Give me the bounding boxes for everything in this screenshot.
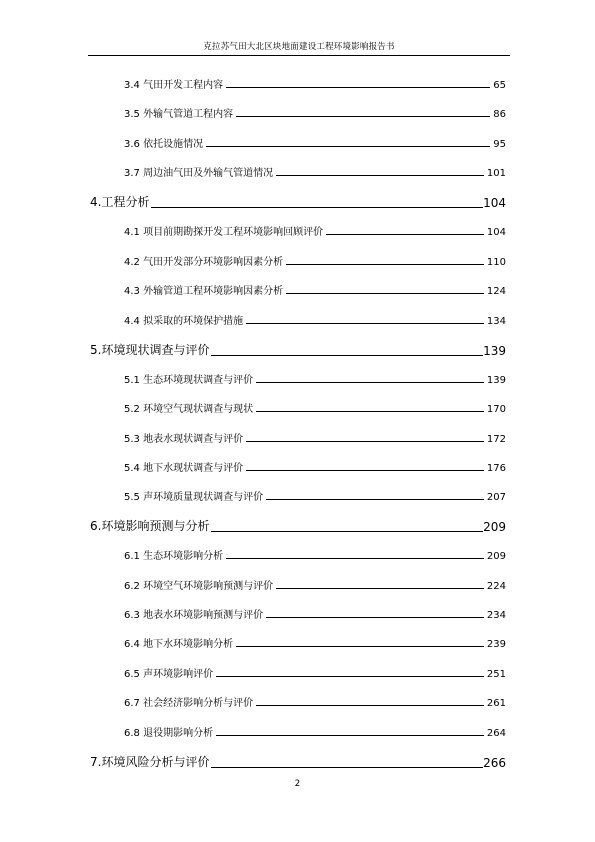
toc-entry[interactable] bbox=[124, 547, 506, 562]
toc-entry-page: 224 bbox=[486, 581, 506, 592]
toc-leader bbox=[246, 323, 484, 324]
toc-entry[interactable] bbox=[124, 488, 506, 503]
toc-entry-label: 4.3 外输管道工程环境影响因素分析 bbox=[124, 286, 284, 297]
toc-entry-page: 239 bbox=[486, 639, 506, 650]
toc-entry[interactable] bbox=[124, 635, 506, 650]
toc-entry[interactable] bbox=[124, 105, 506, 120]
toc-leader bbox=[326, 234, 484, 235]
toc-entry[interactable] bbox=[124, 724, 506, 739]
toc-entry-page: 209 bbox=[486, 551, 506, 562]
toc-entry[interactable] bbox=[124, 459, 506, 474]
toc-entry-page: 139 bbox=[486, 375, 506, 386]
toc-leader bbox=[211, 355, 483, 356]
toc-chapter-page: 104 bbox=[483, 196, 506, 210]
toc-leader bbox=[246, 441, 484, 442]
toc-leader bbox=[246, 470, 484, 471]
toc-leader bbox=[286, 293, 484, 294]
toc-leader bbox=[276, 175, 484, 176]
toc-entry-page: 95 bbox=[493, 139, 506, 150]
toc-entry-label: 6.3 地表水环境影响预测与评价 bbox=[124, 610, 264, 621]
toc-entry-label: 6.2 环境空气环境影响预测与评价 bbox=[124, 581, 274, 592]
toc-entry[interactable] bbox=[124, 371, 506, 386]
toc-entry-label: 5.3 地表水现状调查与评价 bbox=[124, 434, 244, 445]
page-number: 2 bbox=[294, 779, 301, 789]
toc-entry[interactable] bbox=[124, 312, 506, 327]
toc-chapter[interactable] bbox=[90, 517, 506, 534]
toc-entry-page: 251 bbox=[486, 669, 506, 680]
toc-entry-page: 176 bbox=[486, 463, 506, 474]
toc-leader bbox=[286, 264, 484, 265]
toc-entry-page: 104 bbox=[486, 227, 506, 238]
toc-leader bbox=[256, 382, 484, 383]
toc-entry[interactable] bbox=[124, 577, 506, 592]
toc-entry[interactable] bbox=[124, 223, 506, 238]
toc-leader bbox=[216, 735, 484, 736]
toc-entry-page: 124 bbox=[486, 286, 506, 297]
toc-entry-label: 5.5 声环境质量现状调查与评价 bbox=[124, 492, 264, 503]
toc-leader bbox=[266, 617, 484, 618]
toc-chapter-label: 4.工程分析 bbox=[90, 195, 150, 209]
running-header: 克拉苏气田大北区块地面建设工程环境影响报告书 bbox=[203, 42, 395, 52]
toc-leader bbox=[256, 705, 484, 706]
toc-entry-label: 5.1 生态环境现状调查与评价 bbox=[124, 375, 254, 386]
toc-entry-label: 5.2 环境空气现状调查与现状 bbox=[124, 404, 254, 415]
toc-entry-label: 3.5 外输气管道工程内容 bbox=[124, 109, 234, 120]
toc-leader bbox=[236, 646, 484, 647]
toc-chapter-page: 266 bbox=[483, 756, 506, 770]
toc-entry-page: 172 bbox=[486, 434, 506, 445]
toc-entry-label: 6.7 社会经济影响分析与评价 bbox=[124, 698, 254, 709]
toc-entry-page: 101 bbox=[486, 168, 506, 179]
toc-chapter[interactable] bbox=[90, 341, 506, 358]
toc-leader bbox=[276, 588, 484, 589]
toc-entry-label: 6.1 生态环境影响分析 bbox=[124, 551, 224, 562]
toc-chapter-label: 5.环境现状调查与评价 bbox=[90, 343, 210, 357]
toc-entry-page: 261 bbox=[486, 698, 506, 709]
toc-entry[interactable] bbox=[124, 606, 506, 621]
toc-chapter-page: 209 bbox=[483, 520, 506, 534]
toc-entry-page: 110 bbox=[486, 257, 506, 268]
toc-entry[interactable] bbox=[124, 694, 506, 709]
toc-entry-page: 86 bbox=[493, 109, 506, 120]
toc-leader bbox=[206, 146, 490, 147]
toc-entry-label: 4.2 气田开发部分环境影响因素分析 bbox=[124, 257, 284, 268]
toc-leader bbox=[211, 531, 483, 532]
toc-entry[interactable] bbox=[124, 400, 506, 415]
toc-entry[interactable] bbox=[124, 665, 506, 680]
toc-entry-label: 4.1 项目前期勘探开发工程环境影响回顾评价 bbox=[124, 227, 324, 238]
toc-entry[interactable] bbox=[124, 135, 506, 150]
toc-leader bbox=[211, 767, 483, 768]
toc-chapter-page: 139 bbox=[483, 344, 506, 358]
toc-entry-label: 3.7 周边油气田及外输气管道情况 bbox=[124, 168, 274, 179]
toc-entry-page: 170 bbox=[486, 404, 506, 415]
toc-entry-label: 5.4 地下水现状调查与评价 bbox=[124, 463, 244, 474]
toc-entry-label: 6.4 地下水环境影响分析 bbox=[124, 639, 234, 650]
toc-entry-label: 4.4 拟采取的环境保护措施 bbox=[124, 316, 244, 327]
toc-leader bbox=[236, 116, 490, 117]
toc-entry-page: 264 bbox=[486, 728, 506, 739]
toc-entry[interactable] bbox=[124, 430, 506, 445]
toc-leader bbox=[151, 207, 483, 208]
toc-leader bbox=[256, 411, 484, 412]
toc-entry-label: 3.4 气田开发工程内容 bbox=[124, 80, 224, 91]
toc-leader bbox=[226, 87, 490, 88]
toc-entry-label: 6.5 声环境影响评价 bbox=[124, 669, 214, 680]
toc-entry-label: 6.8 退役期影响分析 bbox=[124, 728, 214, 739]
toc-entry-page: 234 bbox=[486, 610, 506, 621]
toc-chapter-label: 6.环境影响预测与分析 bbox=[90, 519, 210, 533]
toc-entry-page: 65 bbox=[493, 80, 506, 91]
toc-entry[interactable] bbox=[124, 164, 506, 179]
toc-entry[interactable] bbox=[124, 282, 506, 297]
toc-entry-page: 207 bbox=[486, 492, 506, 503]
toc-leader bbox=[226, 558, 484, 559]
toc-entry-label: 3.6 依托设施情况 bbox=[124, 139, 204, 150]
toc-chapter[interactable] bbox=[90, 753, 506, 770]
toc-chapter-label: 7.环境风险分析与评价 bbox=[90, 755, 210, 769]
toc-entry[interactable] bbox=[124, 76, 506, 91]
toc-entry[interactable] bbox=[124, 253, 506, 268]
toc-leader bbox=[266, 499, 484, 500]
toc-entry-page: 134 bbox=[486, 316, 506, 327]
toc-leader bbox=[216, 676, 484, 677]
toc-chapter[interactable] bbox=[90, 193, 506, 210]
